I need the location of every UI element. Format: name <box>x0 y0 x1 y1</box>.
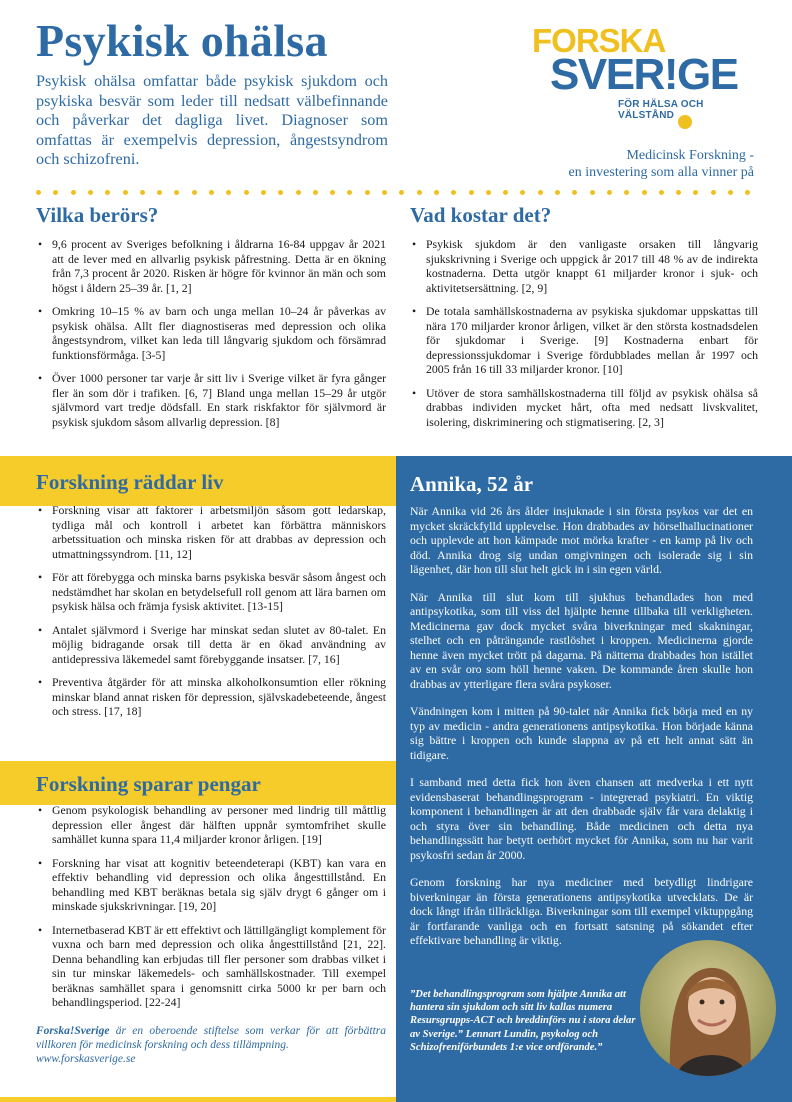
list-item: • För att förebygga och minska barns psykiska besvär såsom ångest och nedstämdhet har skolan en betydelsefull roll genom att lära barnen om psykisk hälsa och främja fysisk aktivitet. [13-15] <box>36 570 386 614</box>
divider-dot <box>105 190 110 195</box>
footer <box>36 1024 386 1066</box>
divider-dot <box>451 190 456 195</box>
divider-dot <box>693 190 698 195</box>
list-item: • Utöver de stora samhällskostnaderna till följd av psykisk ohälsa så drabbas individen mycket hårt, ofta med nedsatt livskvalitet, isolering, diskriminering och stigmatisering. [2, 3] <box>410 386 758 430</box>
divider-dot <box>88 190 93 195</box>
list-item: • Internetbaserad KBT är ett effektivt och lättillgängligt komplement för vuxna och barn med depression och olika ångesttillstånd [21, 22]. Denna behandling kan erbjudas till fler personer som drabbas vilket i sin tur minskar läkemedels- och samhällskostnader. Till exempel beräknas samhället spara i genomsnitt cirka 5000 kr per barn och behandlingsperiod. [22-24] <box>36 923 386 1010</box>
list-item: • Omkring 10–15 % av barn och unga mellan 10–24 år påverkas av psykisk ohälsa. Allt fler diagnostiseras med depression och olika ångestsyndrom, vilket kan leda till långvarig sjukdom och försämrad funktionsförmåga. [3-5] <box>36 304 386 362</box>
annika-story-text <box>410 504 753 961</box>
divider-dot <box>71 190 76 195</box>
logo-tagline: FÖR HÄLSA OCH VÄLSTÅND <box>618 99 704 121</box>
list-item: • Preventiva åtgärder för att minska alkoholkonsumtion eller rökning minskar bland annat risken för depression, självskadebeteende, ångest och stress. [17, 18] <box>36 675 386 719</box>
heading-affected: Vilka berörs? <box>36 203 159 227</box>
intro-text: Psykisk ohälsa omfattar både psykisk sjukdom och psykiska besvär som leder till nedsatt välbefinnande och påverkar det dagliga livet. Diagnoser som omfattas är exempelvis depression, ångestsyndrom och schizofreni. <box>36 72 388 169</box>
footer-text: är en oberoende stiftelse som verkar för att förbättra villkoren för medicinsk forskning och dess tillämpning. <box>36 1025 386 1051</box>
list-saves-lives <box>36 503 386 728</box>
divider-dot <box>520 190 525 195</box>
divider-dot <box>261 190 266 195</box>
list-item: • 9,6 procent av Sveriges befolkning i åldrarna 16-84 uppgav år 2021 att de lever med en allvarlig psykisk påfrestning. Detta är en ökning från 7,3 procent år 2020. Risken är högre för kvinnor än män och som högst i åldern 25–39 år. [1, 2] <box>36 237 386 295</box>
list-item: • Över 1000 personer tar varje år sitt liv i Sverige vilket är fyra gånger fler än som dör i trafiken. [6, 7] Bland unga mellan 15–29 år utgör självmord vart tredje dödsfall. En stark riskfaktor för självmord är psykisk sjukdom såsom allvarlig depression. [8] <box>36 371 386 429</box>
divider-dot <box>313 190 318 195</box>
logo-dot-icon <box>678 115 692 129</box>
story-paragraph: Genom forskning har nya mediciner med betydligt lindrigare biverkningar än första generationens antipsykotika utvecklats. De är dock långt ifrån tillräckliga. Biverkningar som till exempel viktuppgång är fortfarande vanliga och en fortsatt satsning på sökandet efter effektivare behandling är viktig. <box>410 875 753 947</box>
annika-quote: ”Det behandlingsprogram som hjälpte Annika att hantera sin sjukdom och sitt liv kallas numera Resursgrupps-ACT och breddinförs nu i stora delar av Sverige.” Lennart Lundin, psykolog och Schizofreniförbundets 1:e vice ordförande.” <box>410 989 636 1053</box>
story-paragraph: När Annika vid 26 års ålder insjuknade i sin första psykos var det en mycket skräckfylld upplevelse. Hon drabbades av hörselhallucinationer och upplevde att hon kämpade mot mörka krafter - en kamp på liv och död. Annika drog sig undan omgivningen och isolerade sig i sin lägenhet, där hon till slut helt gick in i sin egen värld. <box>410 504 753 576</box>
divider-dot <box>157 190 162 195</box>
divider-dot <box>624 190 629 195</box>
divider-dot <box>676 190 681 195</box>
divider-dot <box>296 190 301 195</box>
list-item: • Genom psykologisk behandling av personer med lindrig till måttlig depression eller ångest där hälften uppnår symtomfrihet skulle samhället kunna spara 11,4 miljarder kronor årligen. [19] <box>36 803 386 847</box>
divider-dot <box>607 190 612 195</box>
divider-dot <box>192 190 197 195</box>
divider-dot <box>711 190 716 195</box>
divider-dot <box>399 190 404 195</box>
forska-sverige-logo <box>528 22 760 132</box>
motto-line-1: Medicinsk Forskning - <box>626 148 754 163</box>
heading-cost: Vad kostar det? <box>410 203 552 227</box>
portrait-image <box>640 940 776 1076</box>
footer-brand: Forska!Sverige <box>36 1025 110 1037</box>
heading-saves-money: Forskning sparar pengar <box>36 772 261 796</box>
divider-dot <box>486 190 491 195</box>
divider-dot <box>417 190 422 195</box>
divider-dot <box>659 190 664 195</box>
divider-dot <box>140 190 145 195</box>
story-paragraph: I samband med detta fick hon även chansen att medverka i ett nytt evidensbaserat behandlingsprogram - integrerad psykiatri. En viktig komponent i behandlingen är att den drabbade själv får vara delaktig i och styra över sin behandling. Både medicinen och detta nya behandlingssätt har betytt oerhört mycket för Annika, som nu har varit psykosfri sedan år 2000. <box>410 775 753 862</box>
divider-dot <box>745 190 750 195</box>
footer-url[interactable]: www.forskasverige.se <box>36 1053 136 1065</box>
heading-saves-lives: Forskning räddar liv <box>36 470 224 494</box>
list-affected <box>36 237 386 438</box>
logo-bottom-text: SVER!GE <box>550 50 738 99</box>
divider-dot <box>469 190 474 195</box>
divider-dot <box>36 190 41 195</box>
list-cost <box>410 237 758 438</box>
divider-dot <box>590 190 595 195</box>
logo-top-text: FORSKA <box>532 22 666 59</box>
page-title: Psykisk ohälsa <box>36 15 328 66</box>
divider-dot <box>642 190 647 195</box>
divider-dot <box>330 190 335 195</box>
annika-story-box <box>396 456 792 1102</box>
divider-dot <box>538 190 543 195</box>
bottom-accent-bar <box>0 1097 396 1102</box>
divider-dot <box>555 190 560 195</box>
story-paragraph: När Annika till slut kom till sjukhus behandlades hon med antipsykotika, som till viss del hjälpte henne tillbaka till verkligheten. Medicinerna gav dock mycket svåra biverkningar med skakningar, stelhet och en påträngande rastlöshet i kroppen. Medicinerna gjorde henne även mycket trött på dagarna. På nätterna drabbades hon istället av en svår oro som höll henne vaken. De kommande åren skulle hon drabbas av ytterligare flera svåra psykoser. <box>410 589 753 691</box>
divider-dot <box>53 190 58 195</box>
dotted-divider <box>36 190 756 196</box>
divider-dot <box>174 190 179 195</box>
list-item: • Antalet självmord i Sverige har minskat sedan slutet av 80-talet. En möjlig bidragande orsak till detta är en ökad användning av antidepressiva läkemedel samt förebyggande insatser. [7, 16] <box>36 623 386 667</box>
divider-dot <box>244 190 249 195</box>
portrait-photo <box>640 940 776 1076</box>
annika-title: Annika, 52 år <box>410 472 534 496</box>
list-item: • Psykisk sjukdom är den vanligaste orsaken till långvarig sjukskrivning i Sverige och uppgick år 2017 till 48 % av de indirekta kostnaderna. Detta utgör knappt 61 miljarder kronor i sjuk- och aktivitetsersättning. [2, 9] <box>410 237 758 295</box>
divider-dot <box>278 190 283 195</box>
list-saves-money <box>36 803 386 1019</box>
divider-dot <box>382 190 387 195</box>
motto-line-2: en investering som alla vinner på <box>568 165 754 180</box>
divider-dot <box>365 190 370 195</box>
divider-dot <box>434 190 439 195</box>
divider-dot <box>572 190 577 195</box>
divider-dot <box>728 190 733 195</box>
divider-dot <box>226 190 231 195</box>
list-item: • Forskning har visat att kognitiv beteendeterapi (KBT) kan vara en effektiv behandling vid depression och olika ångesttillstånd. En behandling med KBT beräknas betala sig själv drygt 6 gånger om i minskade sjukskrivningar. [19, 20] <box>36 856 386 914</box>
list-item: • Forskning visar att faktorer i arbetsmiljön såsom gott ledarskap, tydliga mål och kontroll i arbetet kan förbättra människors arbetssituation och minska risken för att drabbas av depression och utmattningssyndrom. [11, 12] <box>36 503 386 561</box>
divider-dot <box>123 190 128 195</box>
story-paragraph: Vändningen kom i mitten på 90-talet när Annika fick börja med en ny typ av medicin - andra generationens antipsykotika. Hon började känna sig bättre i kroppen och kunde slappna av på ett helt annat sätt än tidigare. <box>410 704 753 762</box>
motto <box>569 147 754 181</box>
divider-dot <box>209 190 214 195</box>
divider-dot <box>503 190 508 195</box>
list-item: • De totala samhällskostnaderna av psykiska sjukdomar uppskattas till nära 170 miljarder kronor årligen, vilket är den största kostnadsdelen för sjukdomar i Sverige. [9] Kostnaderna enbart för depressionssjukdomar i Sverige fördubblades mellan år 1997 och 2005 från 16 till 33 miljarder kronor. [10] <box>410 304 758 377</box>
divider-dot <box>347 190 352 195</box>
